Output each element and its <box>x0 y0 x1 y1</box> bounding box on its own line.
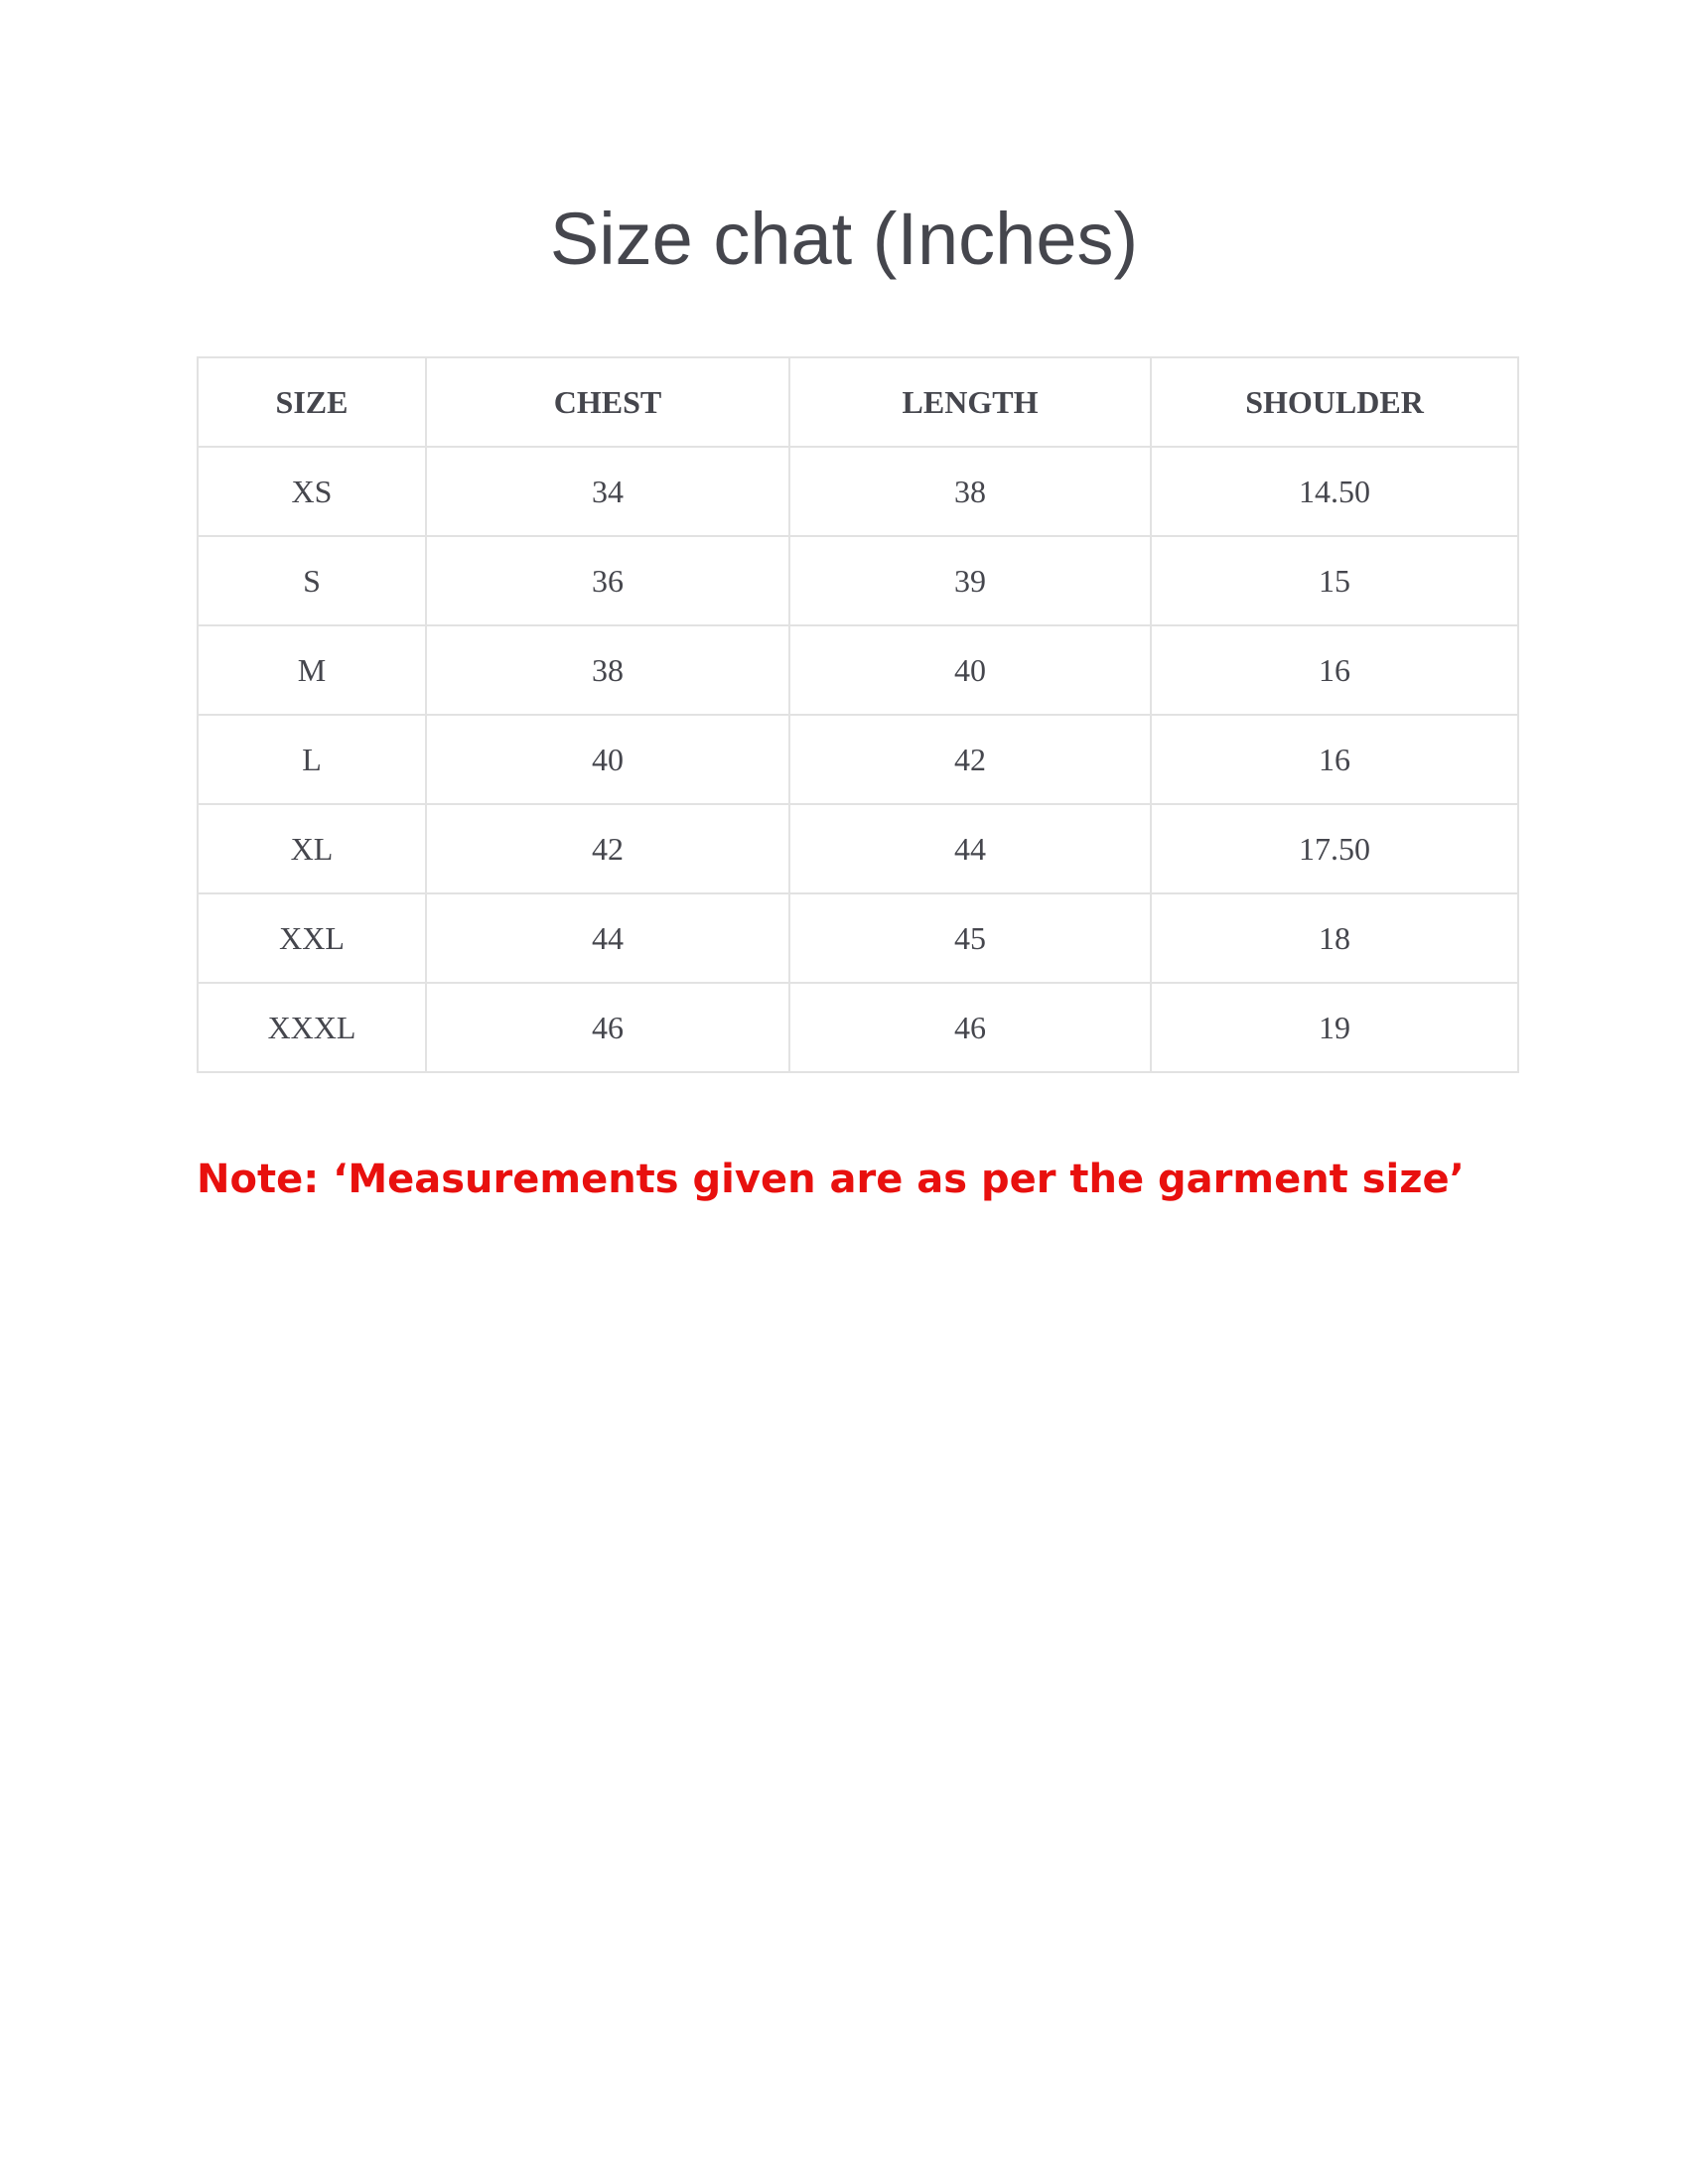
measurement-note: Note: ‘Measurements given are as per the garment size’ <box>197 1157 1465 1202</box>
table-row <box>198 804 1518 893</box>
cell-shoulder: 16 <box>1151 715 1518 804</box>
cell-chest: 46 <box>426 983 789 1072</box>
cell-size: S <box>198 536 426 625</box>
cell-size: M <box>198 625 426 715</box>
header-shoulder: SHOULDER <box>1151 357 1518 447</box>
table-header-row <box>198 357 1518 447</box>
cell-shoulder: 18 <box>1151 893 1518 983</box>
cell-shoulder: 19 <box>1151 983 1518 1072</box>
cell-length: 46 <box>789 983 1151 1072</box>
cell-shoulder: 17.50 <box>1151 804 1518 893</box>
cell-chest: 40 <box>426 715 789 804</box>
table-row <box>198 715 1518 804</box>
cell-chest: 34 <box>426 447 789 536</box>
header-size: SIZE <box>198 357 426 447</box>
cell-length: 44 <box>789 804 1151 893</box>
cell-size: L <box>198 715 426 804</box>
cell-shoulder: 14.50 <box>1151 447 1518 536</box>
cell-length: 40 <box>789 625 1151 715</box>
cell-chest: 38 <box>426 625 789 715</box>
table-row <box>198 536 1518 625</box>
cell-size: XXXL <box>198 983 426 1072</box>
cell-chest: 42 <box>426 804 789 893</box>
cell-size: XXL <box>198 893 426 983</box>
page-title: Size chat (Inches) <box>549 198 1139 280</box>
cell-length: 38 <box>789 447 1151 536</box>
cell-shoulder: 16 <box>1151 625 1518 715</box>
table-row <box>198 447 1518 536</box>
size-chart-table <box>197 356 1519 1073</box>
table-row <box>198 983 1518 1072</box>
header-length: LENGTH <box>789 357 1151 447</box>
cell-length: 42 <box>789 715 1151 804</box>
table-row <box>198 625 1518 715</box>
cell-length: 45 <box>789 893 1151 983</box>
cell-shoulder: 15 <box>1151 536 1518 625</box>
header-chest: CHEST <box>426 357 789 447</box>
cell-chest: 36 <box>426 536 789 625</box>
cell-length: 39 <box>789 536 1151 625</box>
cell-size: XL <box>198 804 426 893</box>
table-row <box>198 893 1518 983</box>
cell-size: XS <box>198 447 426 536</box>
cell-chest: 44 <box>426 893 789 983</box>
